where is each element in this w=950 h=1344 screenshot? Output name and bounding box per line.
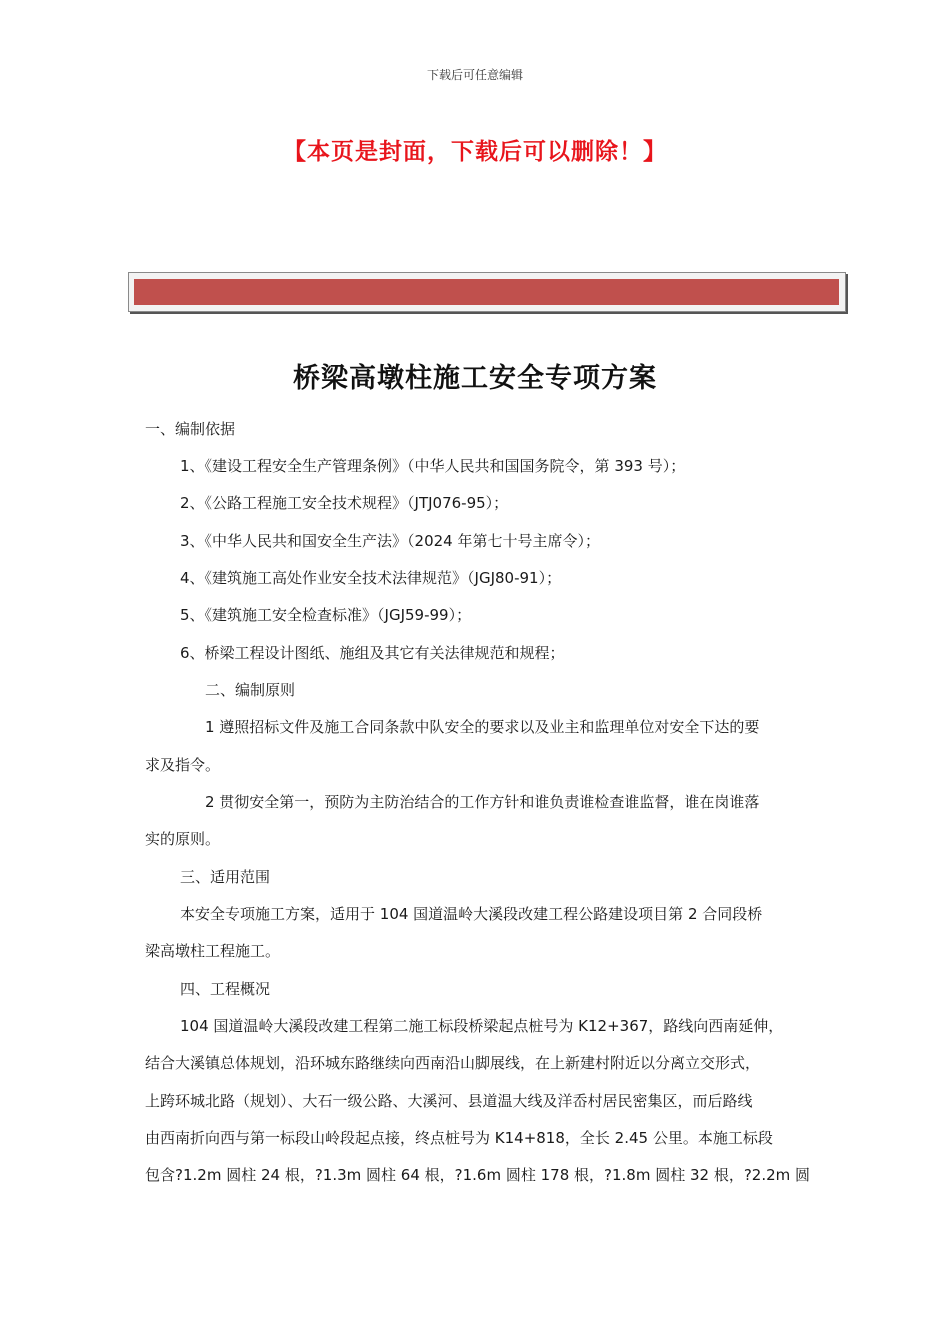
- section3-heading: 三、适用范围: [180, 868, 271, 886]
- scope-line1: 本安全专项施工方案，适用于 104 国道温岭大溪段改建工程公路建设项目第 2 合同段桥: [180, 905, 763, 923]
- overview-line: 包含?1.2m 圆柱 24 根，?1.3m 圆柱 64 根，?1.6m 圆柱 178 根，?1.8m 圆柱 32 根，?2.2m 圆: [145, 1166, 811, 1184]
- basis-item: 1、《建设工程安全生产管理条例》（中华人民共和国国务院令，第 393 号）；: [180, 457, 686, 475]
- overview-line: 由西南折向西与第一标段山岭段起点接，终点桩号为 K14+818，全长 2.45 公里。本施工标段: [145, 1129, 773, 1147]
- principle-1-line2: 求及指令。: [145, 756, 221, 774]
- section4-heading: 四、工程概况: [180, 980, 271, 998]
- overview-line: 104 国道温岭大溪段改建工程第二施工标段桥梁起点桩号为 K12+367，路线向西南延伸，: [180, 1017, 784, 1035]
- principle-2-line1: 2 贯彻安全第一，预防为主防治结合的工作方针和谁负责谁检查谁监督，谁在岗谁落: [205, 793, 760, 811]
- title-banner-bar: [134, 279, 839, 305]
- title-banner: [128, 272, 846, 312]
- basis-item: 6、桥梁工程设计图纸、施组及其它有关法律规范和规程；: [180, 644, 565, 662]
- principle-2-line2: 实的原则。: [145, 830, 221, 848]
- basis-item: 4、《建筑施工高处作业安全技术法律规范》（JGJ80-91）；: [180, 569, 562, 587]
- overview-line: 上跨环城北路（规划）、大石一级公路、大溪河、县道温大线及洋岙村居民密集区，而后路线: [145, 1092, 753, 1110]
- basis-item: 3、《中华人民共和国安全生产法》（2024 年第七十号主席令）；: [180, 532, 600, 550]
- document-title: 桥梁高墩柱施工安全专项方案: [293, 363, 657, 394]
- principle-1-line1: 1 遵照招标文件及施工合同条款中队安全的要求以及业主和监理单位对安全下达的要: [205, 718, 760, 736]
- basis-item: 5、《建筑施工安全检查标准》（JGJ59-99）；: [180, 606, 472, 624]
- section1-heading: 一、编制依据: [145, 420, 236, 438]
- basis-item: 2、《公路工程施工安全技术规程》（JTJ076-95）；: [180, 494, 509, 512]
- cover-notice: 【本页是封面，下载后可以删除！】: [283, 139, 667, 165]
- page-header-note: 下载后可任意编辑: [426, 68, 523, 82]
- section2-heading: 二、编制原则: [205, 681, 296, 699]
- overview-line: 结合大溪镇总体规划，沿环城东路继续向西南沿山脚展线，在上新建村附近以分离立交形式，: [145, 1054, 761, 1072]
- scope-line2: 梁高墩柱工程施工。: [145, 942, 281, 960]
